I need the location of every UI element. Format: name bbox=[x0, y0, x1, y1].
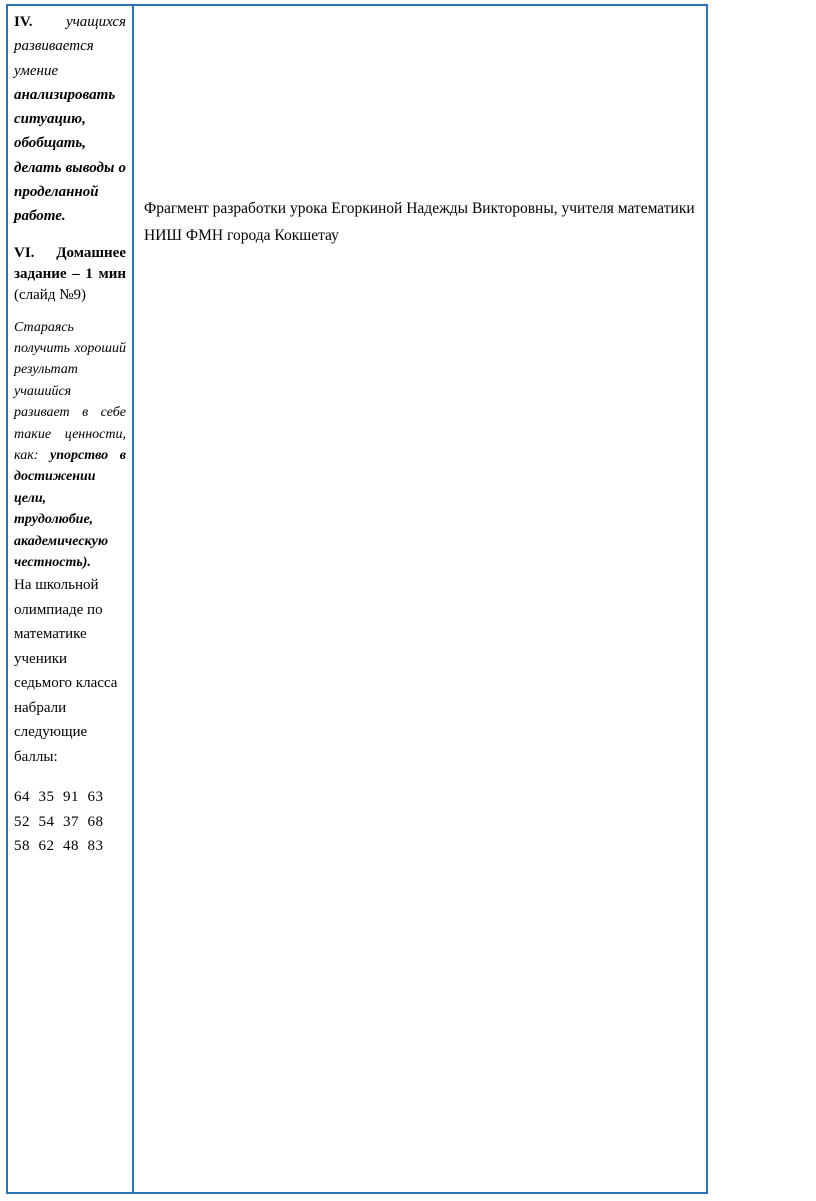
document-table bbox=[6, 4, 708, 1194]
homework-number: VI. bbox=[14, 244, 35, 261]
scores-row: 52 54 37 68 bbox=[14, 813, 104, 830]
values-paragraph bbox=[14, 317, 126, 574]
section-iv-paragraph bbox=[14, 10, 126, 229]
section-iv-number: IV. bbox=[14, 14, 33, 30]
table-cell-left bbox=[8, 6, 134, 1192]
homework-slide-note: (слайд №9) bbox=[14, 287, 87, 304]
scores-row: 64 35 91 63 bbox=[14, 788, 104, 805]
task-paragraph: На школьной олимпиаде по математике ученики седьмого класса набрали следующие баллы: bbox=[14, 577, 118, 765]
scores-block bbox=[14, 785, 126, 859]
section-iv-text-bold: анализировать ситуацию, обобщать, делать выводы о проделанной работе. bbox=[14, 86, 126, 225]
scores-row: 58 62 48 83 bbox=[14, 838, 104, 855]
table-cell-right bbox=[134, 6, 706, 1192]
values-bold-text: упорство в достижении цели, трудолюбие, академическую честность). bbox=[14, 448, 126, 571]
values-intro-text: Стараясь получить хороший результат учашийся разивает в себе такие ценности, как: bbox=[14, 319, 126, 463]
homework-title: Домашнее задание – 1 мин bbox=[14, 244, 126, 282]
section-iv-text-normal: учащихся развивается умение bbox=[14, 14, 126, 79]
homework-paragraph bbox=[14, 243, 126, 307]
lesson-source-caption: Фрагмент разработки урока Егоркиной Надежды Викторовны, учителя математики НИШ ФМН города Кокшетау bbox=[144, 200, 695, 244]
